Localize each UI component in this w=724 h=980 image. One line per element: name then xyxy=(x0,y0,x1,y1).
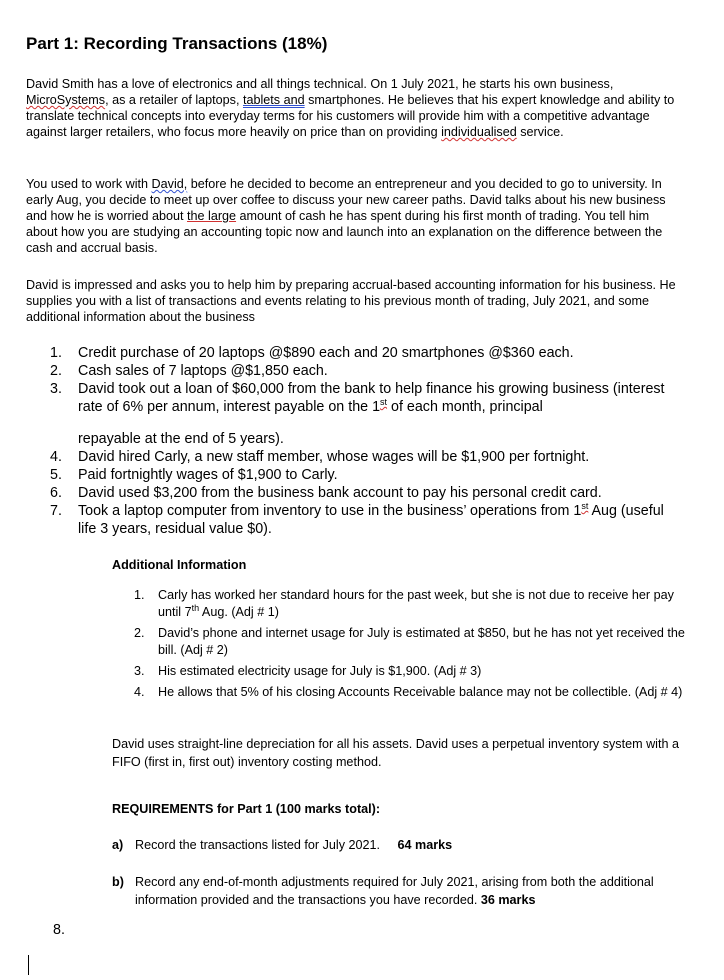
marks-value: 64 marks xyxy=(397,838,453,852)
superscript: th xyxy=(191,602,200,613)
item-text: Aug (useful life 3 years, residual value $0). xyxy=(78,503,664,537)
list-item xyxy=(134,625,690,659)
item-text: Credit purchase of 20 laptops @$890 each and 20 smartphones @$360 each. xyxy=(78,345,574,361)
adjustment-list xyxy=(134,587,690,705)
item-text: Took a laptop computer from inventory to use in the business’ operations from 1 xyxy=(78,503,582,519)
item-text: of each month, principal xyxy=(387,399,543,415)
text-cursor xyxy=(28,955,29,975)
item-number: 2. xyxy=(50,363,62,379)
requirement-text xyxy=(112,873,690,909)
item-text: David used $3,200 from the business bank account to pay his personal credit card. xyxy=(78,485,602,501)
list-item xyxy=(50,344,670,362)
superscript: st xyxy=(581,501,589,512)
text: tablets and xyxy=(242,93,305,107)
text: smartphones. He believes that his expert knowledge and ability to translate technical concepts into everyday terms for his customers will provide him with a competitive advantage against larger retailers, who focus more heavily on price than on providing xyxy=(26,93,675,139)
item-text: Paid fortnightly wages of $1,900 to Carly. xyxy=(78,467,338,483)
requirements-heading: REQUIREMENTS for Part 1 (100 marks total): xyxy=(112,802,381,816)
list-item xyxy=(50,380,670,448)
item-number: 2. xyxy=(134,626,145,640)
context-paragraph xyxy=(26,176,676,256)
item-text: David took out a loan of $60,000 from the bank to help finance his growing business (interest rate of 6% per annum, interest payable on the 1 xyxy=(78,381,665,415)
item-number: 5. xyxy=(50,467,62,483)
item-number: 1. xyxy=(50,345,62,361)
list-item xyxy=(50,502,670,538)
text: David, xyxy=(151,177,188,191)
requirement-b xyxy=(112,873,690,909)
item-number: 4. xyxy=(134,685,145,699)
item-number: 3. xyxy=(50,381,62,397)
item-number: 4. xyxy=(50,449,62,465)
requirement-text xyxy=(112,836,690,854)
list-item xyxy=(50,484,670,502)
item-text: David hired Carly, a new staff member, whose wages will be $1,900 per fortnight. xyxy=(78,449,590,465)
intro-paragraph xyxy=(26,76,676,140)
requirement-label: b) xyxy=(112,875,124,889)
transaction-list xyxy=(50,344,670,538)
item-number: 3. xyxy=(134,664,145,678)
item-number: 1. xyxy=(134,588,145,602)
text: service. xyxy=(516,125,564,139)
text: amount of cash he has spent during his first month of trading. You tell him about how you are studying an accounting topic now and launch into an explanation on the difference between the cash and accrual basis. xyxy=(26,209,663,255)
marks-value: 36 marks xyxy=(480,893,536,907)
list-item xyxy=(50,448,670,466)
item-text: He allows that 5% of his closing Accounts Receivable balance may not be collectible. (Adj # 4) xyxy=(158,685,683,699)
company-name: MicroSystems xyxy=(26,93,106,107)
text: Record any end-of-month adjustments required for July 2021, arising from both the additional information provided and the transactions you have recorded. xyxy=(135,875,654,907)
text: , as a retailer of laptops, xyxy=(105,93,243,107)
list-item xyxy=(50,362,670,380)
requirement-label: a) xyxy=(112,838,124,852)
item-text: Aug. (Adj # 1) xyxy=(199,605,279,619)
text: Record the transactions listed for July 2021. xyxy=(135,838,381,852)
additional-info-heading: Additional Information xyxy=(112,558,247,572)
accounting-policy-note: David uses straight-line depreciation for all his assets. David uses a perpetual inventory system with a FIFO (first in, first out) inventory costing method. xyxy=(112,737,679,769)
text: David Smith has a love of electronics and all things technical. On 1 July 2021, he starts his own business, xyxy=(26,77,614,91)
item-text: David’s phone and internet usage for July is estimated at $850, but he has not yet received the bill. (Adj # 2) xyxy=(158,626,685,657)
page-title: Part 1: Recording Transactions (18%) xyxy=(26,34,328,53)
item-text: repayable at the end of 5 years). xyxy=(78,431,284,447)
list-item xyxy=(134,663,690,680)
list-item xyxy=(50,466,670,484)
text: before he decided to become an entrepreneur and you decided to go to university. In early Aug, you decide to meet up over coffee to discuss your new career paths. David talks about his new business and how he is worried about xyxy=(26,177,666,223)
request-paragraph: David is impressed and asks you to help him by preparing accrual-based accounting information for his business. He supplies you with a list of transactions and events relating to his previous month of trading, July 2021, and some additional information about the business xyxy=(26,278,676,324)
text: You used to work with xyxy=(26,177,152,191)
requirement-a xyxy=(112,836,690,854)
text: individualised xyxy=(441,125,517,139)
list-item xyxy=(134,587,690,621)
item-number: 7. xyxy=(50,503,62,519)
list-number-8: 8. xyxy=(53,922,65,938)
item-text: His estimated electricity usage for July is $1,900. (Adj # 3) xyxy=(158,664,482,678)
spacer xyxy=(78,416,670,430)
item-text: Carly has worked her standard hours for the past week, but she is not due to receive her pay until 7 xyxy=(158,588,674,619)
item-text: Cash sales of 7 laptops @$1,850 each. xyxy=(78,363,328,379)
list-item xyxy=(134,684,690,701)
item-number: 6. xyxy=(50,485,62,501)
superscript: st xyxy=(380,397,388,408)
text: the large xyxy=(187,209,237,223)
